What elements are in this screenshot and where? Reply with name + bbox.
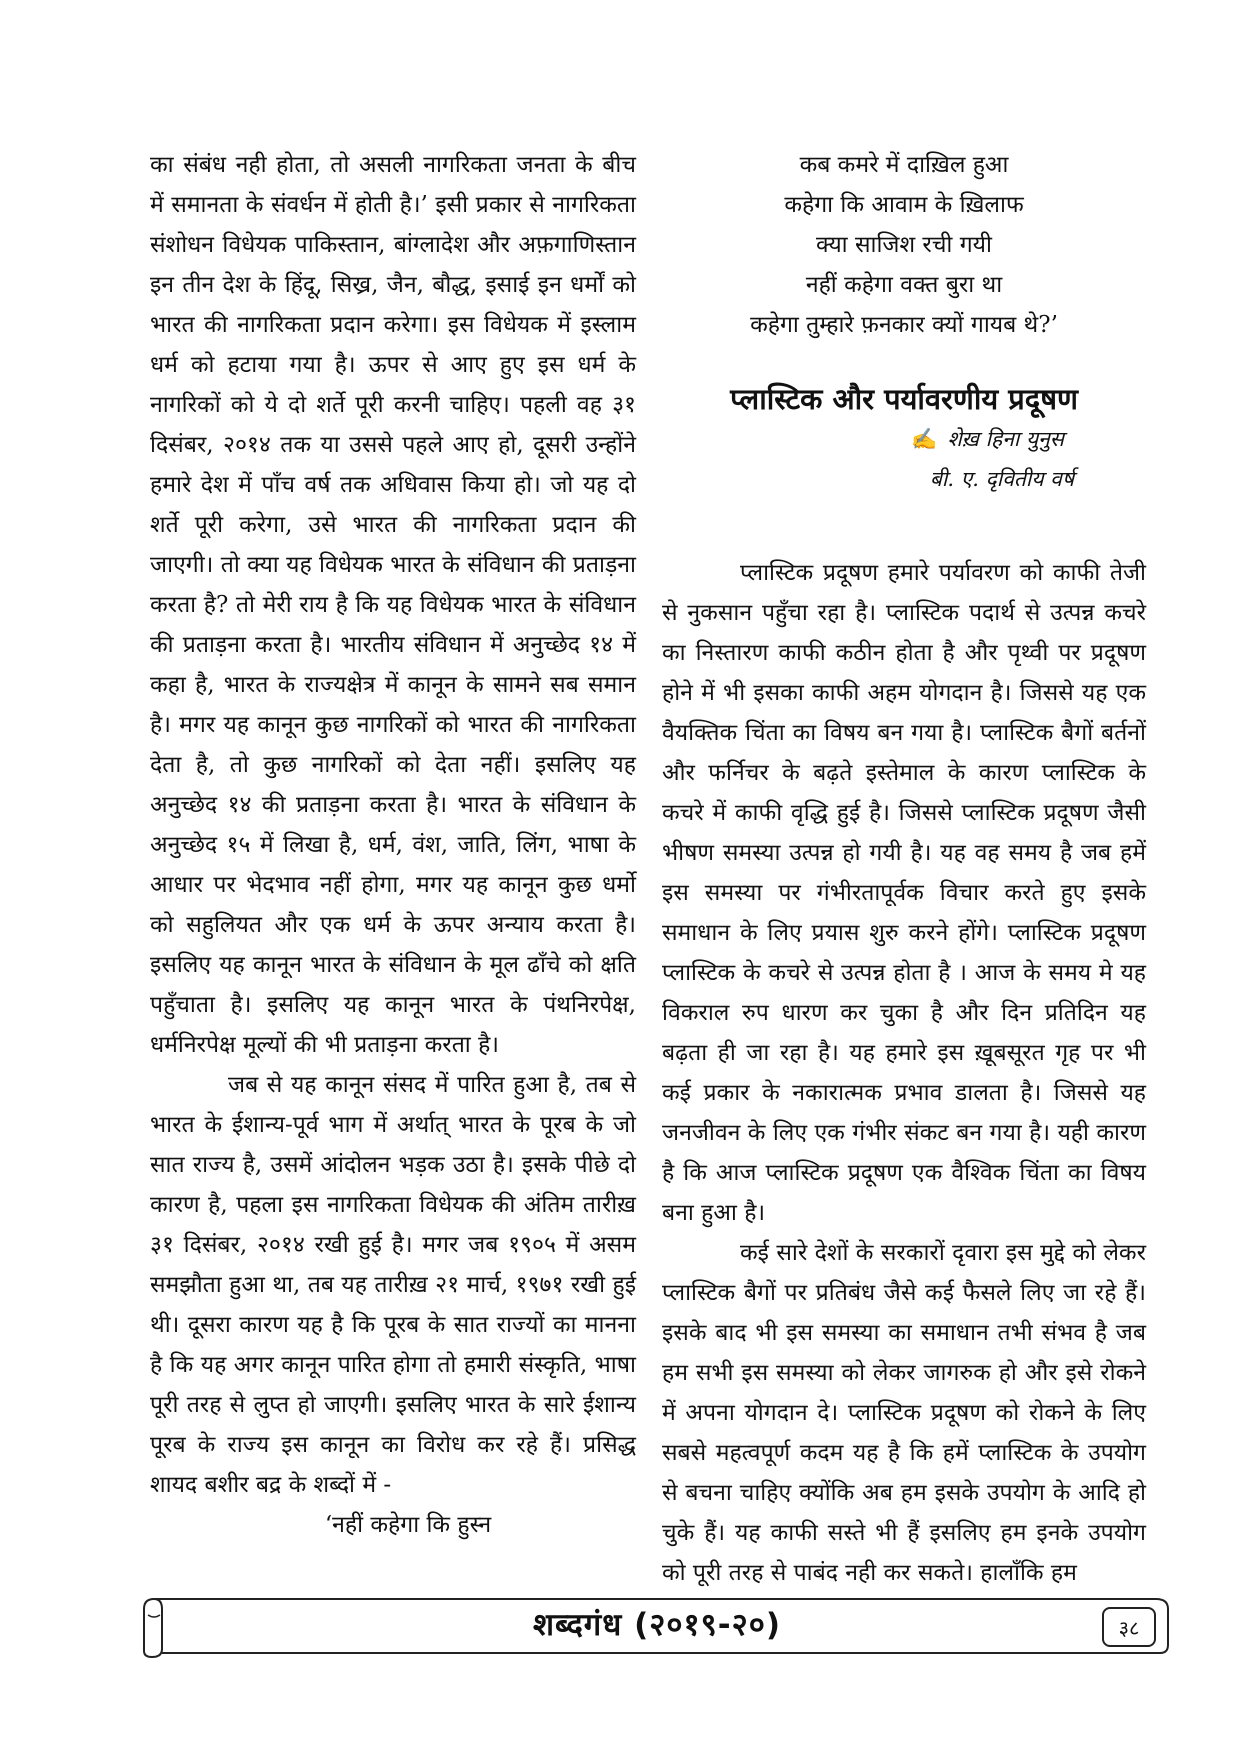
poem-opening-line: ‘नहीं कहेगा कि हुस्न: [324, 1512, 492, 1538]
left-paragraph-2: जब से यह कानून संसद में पारित हुआ है, तब से भारत के ईशान्य-पूर्व भाग में अर्थात् भारत के पूरब के जो सात राज्य है, उसमें आंदोलन भड़क उठा है। इसके पीछे दो कारण है, पहला इस नागरिकता विधेयक की अंतिम तारीख़ ३१ दिसंबर, २०१४ रखी हुई है। मगर जब १९०५ में असम समझौता हुआ था, तब यह तारीख़ २१ मार्च, १९७१ रखी हुई थी। दूसरा कारण यह है कि पूरब के सात राज्यों का मानना है कि यह अगर कानून पारित होगा तो हमारी संस्कृति, भाषा पूरी तरह से लुप्त हो जाएगी। इसलिए भारत के सारे ईशान्य पूरब के राज्य इस कानून का विरोध कर रहे हैं। प्रसिद्ध शायद बशीर बद्र के शब्दों में -: [150, 1072, 636, 1498]
right-paragraph-1: प्लास्टिक प्रदूषण हमारे पर्यावरण को काफी तेजी से नुकसान पहुँचा रहा है। प्लास्टिक पदार्थ से उत्पन्न कचरे का निस्तारण काफी कठीन होता है और पृथ्वी पर प्रदूषण होने में भी इसका काफी अहम योगदान है। जिससे यह एक वैयक्तिक चिंता का विषय बन गया है। प्लास्टिक बैगों बर्तनों और फर्निचर के बढ़ते इस्तेमाल के कारण प्लास्टिक के कचरे में काफी वृद्धि हुई है। जिससे प्लास्टिक प्रदूषण जैसी भीषण समस्या उत्पन्न हो गयी है। यह वह समय है जब हमें इस समस्या पर गंभीरतापूर्वक विचार करते हुए इसके समाधान के लिए प्रयास शुरु करने होंगे। प्लास्टिक प्रदूषण प्लास्टिक के कचरे से उत्पन्न होता है । आज के समय मे यह विकराल रुप धारण कर चुका है और दिन प्रतिदिन यह बढ़ता ही जा रहा है। यह हमारे इस ख़ूबसूरत गृह पर भी कई प्रकार के नकारात्मक प्रभाव डालता है। जिससे यह जनजीवन के लिए एक गंभीर संकट बन गया है। यही कारण है कि आज प्लास्टिक प्रदूषण एक वैश्विक चिंता का विषय बना हुआ है।: [662, 560, 1146, 1226]
pen-icon: ✍: [911, 427, 938, 451]
page-number: ३८: [1102, 1607, 1156, 1647]
magazine-title: शब्दगंध (२०१९-२०): [532, 1607, 782, 1643]
poem-block: [662, 145, 1146, 345]
spacer: [662, 499, 1146, 553]
author-byline: [662, 419, 1146, 459]
page-footer: [140, 1595, 1174, 1659]
poem-line: कहेगा कि आवाम के ख़िलाफ: [784, 192, 1024, 218]
author-class: बी. ए. दृवितीय वर्ष: [929, 467, 1074, 491]
article-title: प्लास्टिक और पर्यावरणीय प्रदूषण: [730, 382, 1078, 416]
author-name: शेख़ हिना युनुस: [947, 427, 1064, 451]
poem-line: क्या साजिश रची गयी: [816, 232, 992, 258]
poem-line: नहीं कहेगा वक्त बुरा था: [805, 272, 1003, 298]
right-column: [662, 145, 1146, 1593]
poem-line: कब कमरे में दाख़िल हुआ: [799, 152, 1009, 178]
left-column: [150, 145, 636, 1545]
left-paragraph-1: का संबंध नही होता, तो असली नागरिकता जनता के बीच में समानता के संवर्धन में होती है।’ इसी प्रकार से नागरिकता संशोधन विधेयक पाकिस्तान, बांग्लादेश और अफ़गाणिस्तान इन तीन देश के हिंदू, सिख्र, जैन, बौद्ध, इसाई इन धर्मों को भारत की नागरिकता प्रदान करेगा। इस विधेयक में इस्लाम धर्म को हटाया गया है। ऊपर से आए हुए इस धर्म के नागरिकों को ये दो शर्ते पूरी करनी चाहिए। पहली वह ३१ दिसंबर, २०१४ तक या उससे पहले आए हो, दूसरी उन्होंने हमारे देश में पाँच वर्ष तक अधिवास किया हो। जो यह दो शर्ते पूरी करेगा, उसे भारत की नागरिकता प्रदान की जाएगी। तो क्या यह विधेयक भारत के संविधान की प्रताड़ना करता है? तो मेरी राय है कि यह विधेयक भारत के संविधान की प्रताड़ना करता है। भारतीय संविधान में अनुच्छेद १४ में कहा है, भारत के राज्यक्षेत्र में कानून के सामने सब समान है। मगर यह कानून कुछ नागरिकों को भारत की नागरिकता देता है, तो कुछ नागरिकों को देता नहीं। इसलिए यह अनुच्छेद १४ की प्रताड़ना करता है। भारत के संविधान के अनुच्छेद १५ में लिखा है, धर्म, वंश, जाति, लिंग, भाषा के आधार पर भेदभाव नहीं होगा, मगर यह कानून कुछ धर्मो को सहुलियत और एक धर्म के ऊपर अन्याय करता है। इसलिए यह कानून भारत के संविधान के मूल ढाँचे को क्षति पहुँचाता है। इसलिए यह कानून भारत के पंथनिरपेक्ष, धर्मनिरपेक्ष मूल्यों की भी प्रताड़ना करता है।: [150, 152, 636, 1058]
poem-line: कहेगा तुम्हारे फ़नकार क्यों गायब थे?’: [750, 312, 1058, 338]
right-paragraph-2: कई सारे देशों के सरकारों दृवारा इस मुद्दे को लेकर प्लास्टिक बैगों पर प्रतिबंध जैसे कई फैसले लिए जा रहे हैं। इसके बाद भी इस समस्या का समाधान तभी संभव है जब हम सभी इस समस्या को लेकर जागरुक हो और इसे रोकने में अपना योगदान दे। प्लास्टिक प्रदूषण को रोकने के लिए सबसे महत्वपूर्ण कदम यह है कि हमें प्लास्टिक के उपयोग से बचना चाहिए क्योंकि अब हम इसके उपयोग के आदि हो चुके हैं। यह काफी सस्ते भी हैं इसलिए हम इनके उपयोग को पूरी तरह से पाबंद नही कर सकते। हालाँकि हम: [662, 1240, 1146, 1586]
